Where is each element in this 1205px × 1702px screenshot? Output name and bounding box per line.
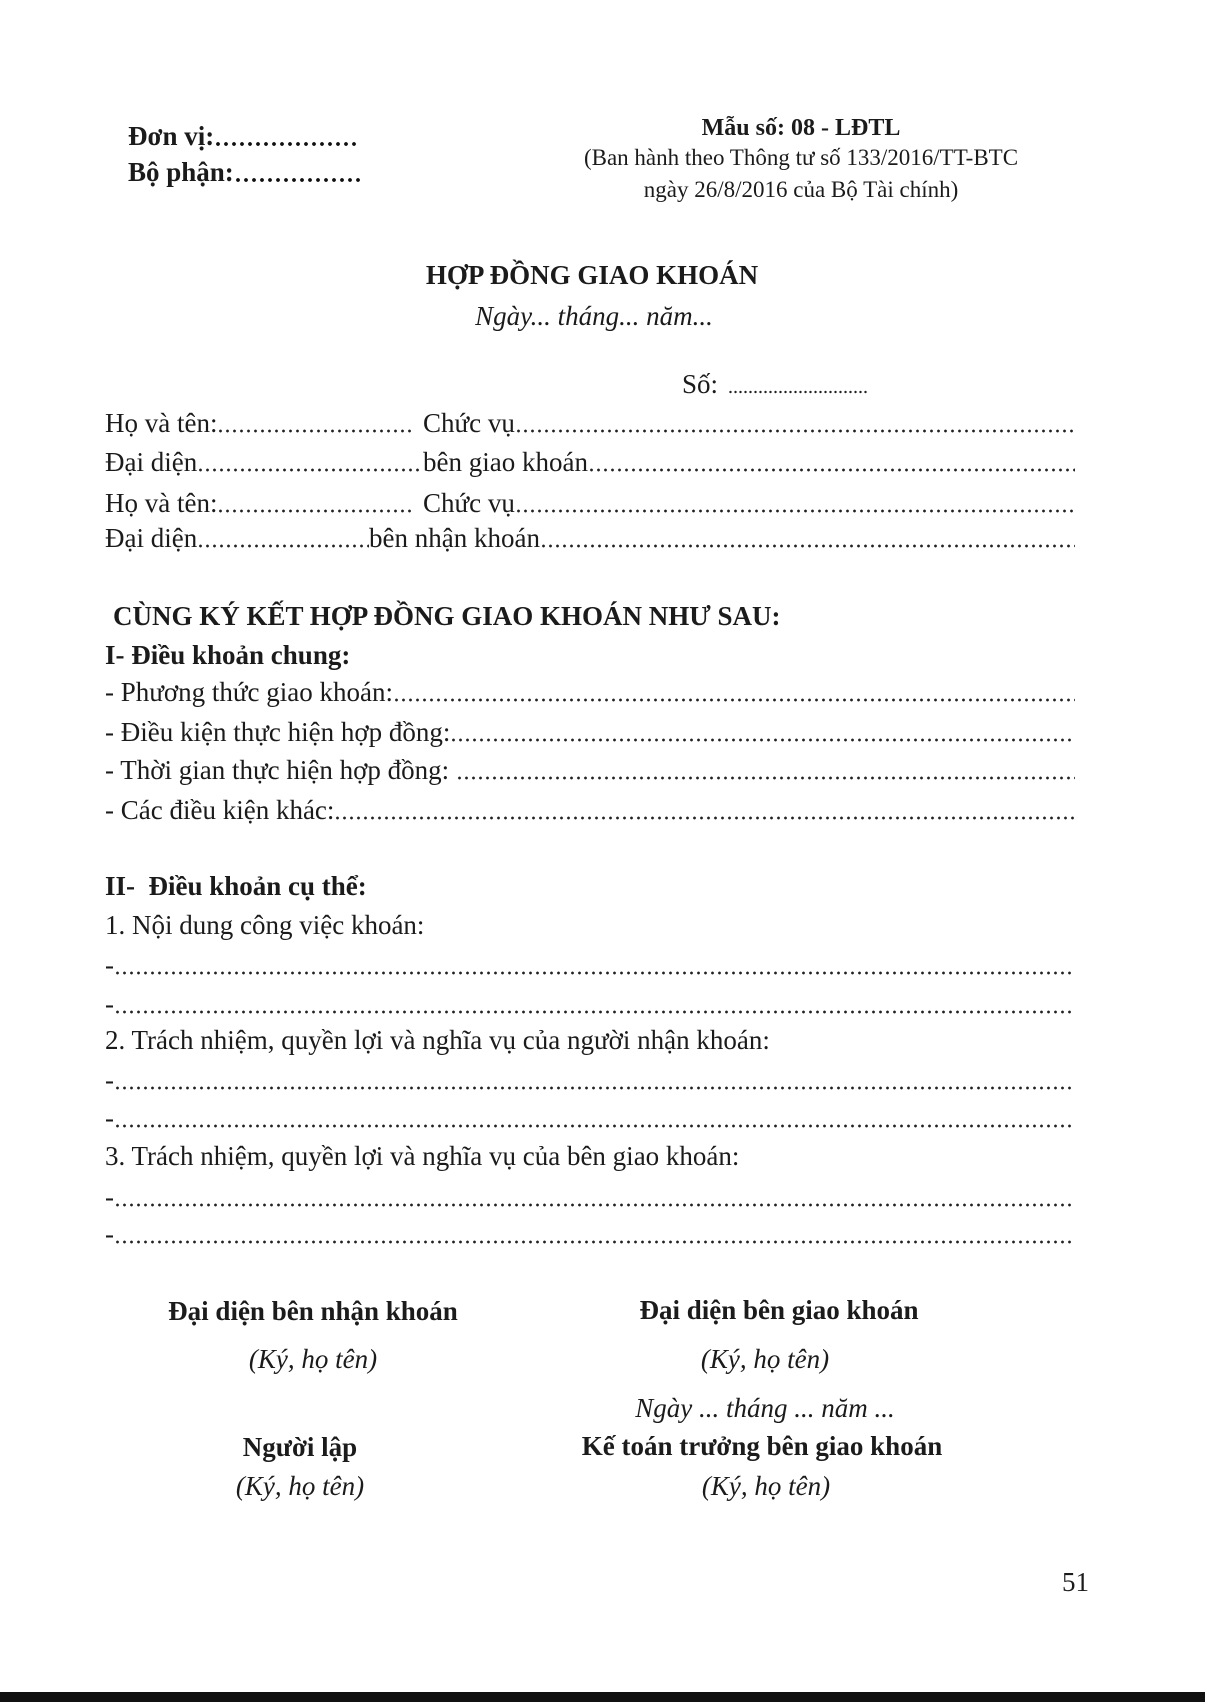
blank-line [105, 988, 1075, 1020]
party-row-second-segment [423, 446, 1075, 478]
general-terms-heading: I- Điều khoản chung: [105, 640, 351, 670]
unit-label: Đơn vị: [128, 121, 215, 151]
dot-leader [114, 1218, 1075, 1250]
party-row [105, 446, 1075, 478]
blank-line-dash: - [105, 1103, 114, 1133]
unit-field [128, 120, 357, 152]
general-term-row [105, 716, 1075, 748]
preparer-sign-note: (Ký, họ tên) [235, 1471, 365, 1501]
department-field [128, 156, 361, 188]
dot-leader [540, 522, 1075, 554]
specific-term-title: 3. Trách nhiệm, quyền lợi và nghĩa vụ của bên giao khoán: [105, 1141, 740, 1171]
general-term-label: - Điều kiện thực hiện hợp đồng: [105, 717, 451, 747]
blank-line-dash: - [105, 950, 114, 980]
page-number: 51 [1062, 1567, 1089, 1597]
dot-leader [217, 407, 415, 439]
dot-leader [393, 676, 1075, 708]
dot-leader [515, 487, 1075, 519]
party-row [105, 522, 1075, 554]
dot-leader [197, 522, 369, 554]
party-row-first-label: Họ và tên: [105, 488, 218, 518]
title-date-line: Ngày... tháng... năm... [475, 301, 713, 331]
party-row-second-segment [423, 487, 1075, 519]
party-row [105, 407, 1075, 439]
preparer-label: Người lập [242, 1432, 358, 1462]
department-dot-leader [234, 156, 361, 188]
dot-leader [114, 1102, 1075, 1134]
party-row-second-label: Chức vụ [423, 408, 515, 438]
dot-leader [114, 1181, 1075, 1213]
chief-accountant-label: Kế toán trưởng bên giao khoán [581, 1431, 943, 1461]
giver-sign-note: (Ký, họ tên) [700, 1344, 830, 1374]
blank-line [105, 1181, 1075, 1213]
blank-line [105, 949, 1075, 981]
agreement-heading: CÙNG KÝ KẾT HỢP ĐỒNG GIAO KHOÁN NHƯ SAU: [113, 601, 781, 631]
party-row [105, 487, 1075, 519]
blank-line-dash: - [105, 1182, 114, 1212]
receiver-representative-label: Đại diện bên nhận khoán [168, 1296, 458, 1326]
party-row-first-label: Họ và tên: [105, 408, 218, 438]
issued-by-line-1: (Ban hành theo Thông tư số 133/2016/TT-BTC [583, 145, 1019, 170]
general-term-label: - Phương thức giao khoán: [105, 677, 394, 707]
blank-line-dash: - [105, 989, 114, 1019]
party-row-first-segment [105, 522, 369, 554]
general-term-label: - Các điều kiện khác: [105, 795, 335, 825]
general-term-row [105, 676, 1075, 708]
general-term-label: - Thời gian thực hiện hợp đồng: [105, 755, 456, 785]
party-row-second-label: Chức vụ [423, 488, 515, 518]
document-number-label: Số: [682, 369, 719, 399]
party-row-first-segment [105, 407, 423, 439]
general-term-row [105, 754, 1075, 786]
dot-leader [588, 446, 1075, 478]
blank-line [105, 1064, 1075, 1096]
party-row-first-label: Đại diện [105, 447, 198, 477]
issued-by-line-2: ngày 26/8/2016 của Bộ Tài chính) [643, 177, 959, 202]
scan-edge [0, 1692, 1205, 1702]
giver-representative-label: Đại diện bên giao khoán [639, 1295, 919, 1325]
party-row-first-label: Đại diện [105, 523, 198, 553]
specific-terms-heading: II- Điều khoản cụ thể: [105, 871, 367, 901]
party-row-second-label: bên giao khoán [423, 447, 588, 477]
dot-leader [114, 1064, 1075, 1096]
party-row-first-segment [105, 487, 423, 519]
receiver-sign-note: (Ký, họ tên) [248, 1344, 378, 1374]
document-number-field [682, 368, 868, 400]
dot-leader [450, 716, 1075, 748]
dot-leader [114, 949, 1075, 981]
chief-accountant-sign-note: (Ký, họ tên) [701, 1471, 831, 1501]
dot-leader [217, 487, 415, 519]
dot-leader [114, 988, 1075, 1020]
party-row-second-label: bên nhận khoán [369, 523, 540, 553]
dot-leader [515, 407, 1075, 439]
party-row-second-segment [423, 407, 1075, 439]
blank-line [105, 1102, 1075, 1134]
party-row-first-segment [105, 446, 423, 478]
document-number-dot-leader [728, 368, 868, 400]
blank-line-dash: - [105, 1065, 114, 1095]
blank-line-dash: - [105, 1219, 114, 1249]
specific-term-title: 2. Trách nhiệm, quyền lợi và nghĩa vụ của người nhận khoán: [105, 1025, 770, 1055]
specific-term-title: 1. Nội dung công việc khoán: [105, 910, 425, 940]
form-number: Mẫu số: 08 - LĐTL [701, 115, 901, 141]
blank-line [105, 1218, 1075, 1250]
document-title: HỢP ĐỒNG GIAO KHOÁN [425, 260, 759, 290]
dot-leader [456, 754, 1075, 786]
dot-leader [334, 794, 1075, 826]
department-label: Bộ phận: [128, 157, 234, 187]
general-term-row [105, 794, 1075, 826]
signature-date-line: Ngày ... tháng ... năm ... [635, 1393, 895, 1423]
unit-dot-leader [214, 120, 357, 152]
dot-leader [197, 446, 423, 478]
party-row-second-segment [369, 522, 1075, 554]
